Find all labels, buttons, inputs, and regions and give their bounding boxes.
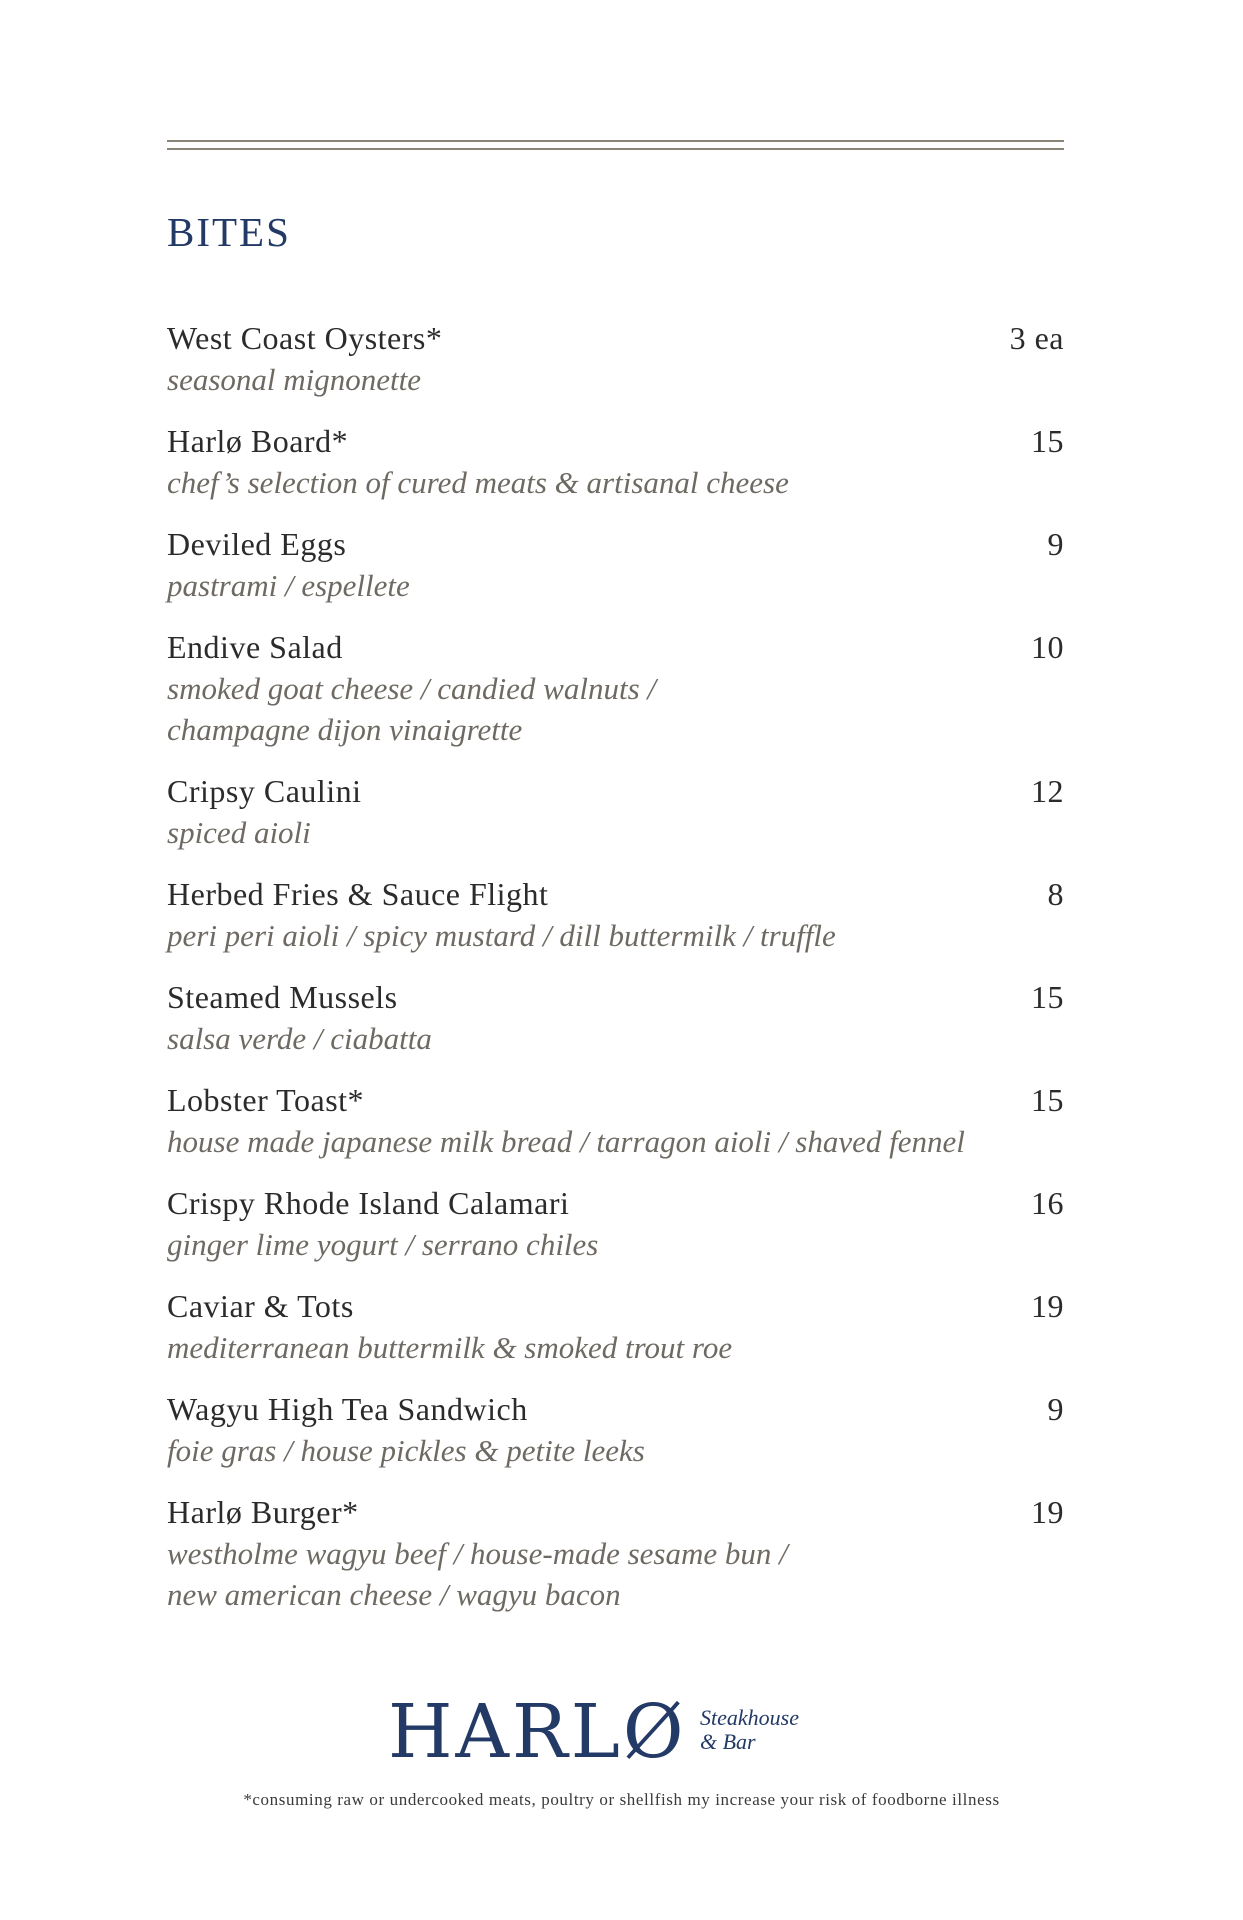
- item-description: [167, 462, 1064, 503]
- item-description: [167, 1533, 1064, 1615]
- item-description-line: foie gras / house pickles & petite leeks: [167, 1433, 645, 1468]
- item-description-line: westholme wagyu beef / house-made sesame bun /: [167, 1536, 788, 1571]
- item-description: [167, 668, 1064, 750]
- item-name: Lobster Toast*: [167, 1082, 365, 1118]
- section-title: BITES: [167, 209, 291, 255]
- menu-item: [167, 1389, 1064, 1471]
- logo-sub-line1: Steakhouse: [700, 1705, 799, 1730]
- menu-item: [167, 1080, 1064, 1162]
- item-description-line: spiced aioli: [167, 815, 311, 850]
- top-rule: [167, 140, 1064, 142]
- item-price: 19: [1031, 1494, 1064, 1530]
- item-name: Steamed Mussels: [167, 979, 398, 1015]
- item-description-line: new american cheese / wagyu bacon: [167, 1577, 621, 1612]
- item-price: 15: [1031, 423, 1064, 459]
- item-description-line: ginger lime yogurt / serrano chiles: [167, 1227, 599, 1262]
- item-name: Deviled Eggs: [167, 526, 347, 562]
- item-description-line: seasonal mignonette: [167, 362, 421, 397]
- item-price: 12: [1031, 773, 1064, 809]
- item-name: Crispy Rhode Island Calamari: [167, 1185, 570, 1221]
- item-description-line: smoked goat cheese / candied walnuts /: [167, 671, 657, 706]
- item-price: 10: [1031, 629, 1064, 665]
- item-price: 3 ea: [1009, 320, 1064, 356]
- item-description: [167, 1018, 1064, 1059]
- item-price: 15: [1031, 979, 1064, 1015]
- item-description: [167, 812, 1064, 853]
- item-description: [167, 359, 1064, 400]
- item-description-line: peri peri aioli / spicy mustard / dill buttermilk / truffle: [167, 918, 836, 953]
- item-description: [167, 1121, 1064, 1162]
- item-description-line: salsa verde / ciabatta: [167, 1021, 432, 1056]
- logo-sub-line2: & Bar: [700, 1729, 756, 1754]
- logo-wordmark: HARLØ: [388, 1689, 687, 1775]
- item-name: West Coast Oysters*: [167, 320, 443, 356]
- item-description: [167, 565, 1064, 606]
- item-name: Harlø Burger*: [167, 1494, 359, 1530]
- menu-item: [167, 1492, 1064, 1615]
- item-price: 9: [1047, 1391, 1064, 1427]
- menu-item: [167, 1183, 1064, 1265]
- menu-list: [167, 318, 1064, 1636]
- menu-item: [167, 1286, 1064, 1368]
- menu-item: [167, 318, 1064, 400]
- item-name: Cripsy Caulini: [167, 773, 362, 809]
- item-description: [167, 1327, 1064, 1368]
- item-description-line: chef’s selection of cured meats & artisanal cheese: [167, 465, 789, 500]
- item-price: 8: [1047, 876, 1064, 912]
- item-price: 19: [1031, 1288, 1064, 1324]
- menu-item: [167, 524, 1064, 606]
- menu-item: [167, 771, 1064, 853]
- item-name: Endive Salad: [167, 629, 343, 665]
- item-description: [167, 915, 1064, 956]
- item-price: 16: [1031, 1185, 1064, 1221]
- item-description: [167, 1224, 1064, 1265]
- item-name: Caviar & Tots: [167, 1288, 354, 1324]
- menu-item: [167, 874, 1064, 956]
- item-description-line: house made japanese milk bread / tarragon aioli / shaved fennel: [167, 1124, 965, 1159]
- item-name: Herbed Fries & Sauce Flight: [167, 876, 549, 912]
- item-description-line: mediterranean buttermilk & smoked trout roe: [167, 1330, 733, 1365]
- item-price: 9: [1047, 526, 1064, 562]
- menu-item: [167, 977, 1064, 1059]
- item-price: 15: [1031, 1082, 1064, 1118]
- footer-disclaimer: *consuming raw or undercooked meats, poultry or shellfish my increase your risk of foodborne illness: [243, 1790, 1000, 1809]
- item-description: [167, 1430, 1064, 1471]
- top-rule-second: [167, 148, 1064, 150]
- logo-subtitle: [700, 1706, 799, 1754]
- item-name: Wagyu High Tea Sandwich: [167, 1391, 528, 1427]
- item-description-line: champagne dijon vinaigrette: [167, 712, 523, 747]
- menu-item: [167, 421, 1064, 503]
- item-name: Harlø Board*: [167, 423, 349, 459]
- harlo-logo: [388, 1689, 868, 1775]
- item-description-line: pastrami / espellete: [167, 568, 410, 603]
- menu-item: [167, 627, 1064, 750]
